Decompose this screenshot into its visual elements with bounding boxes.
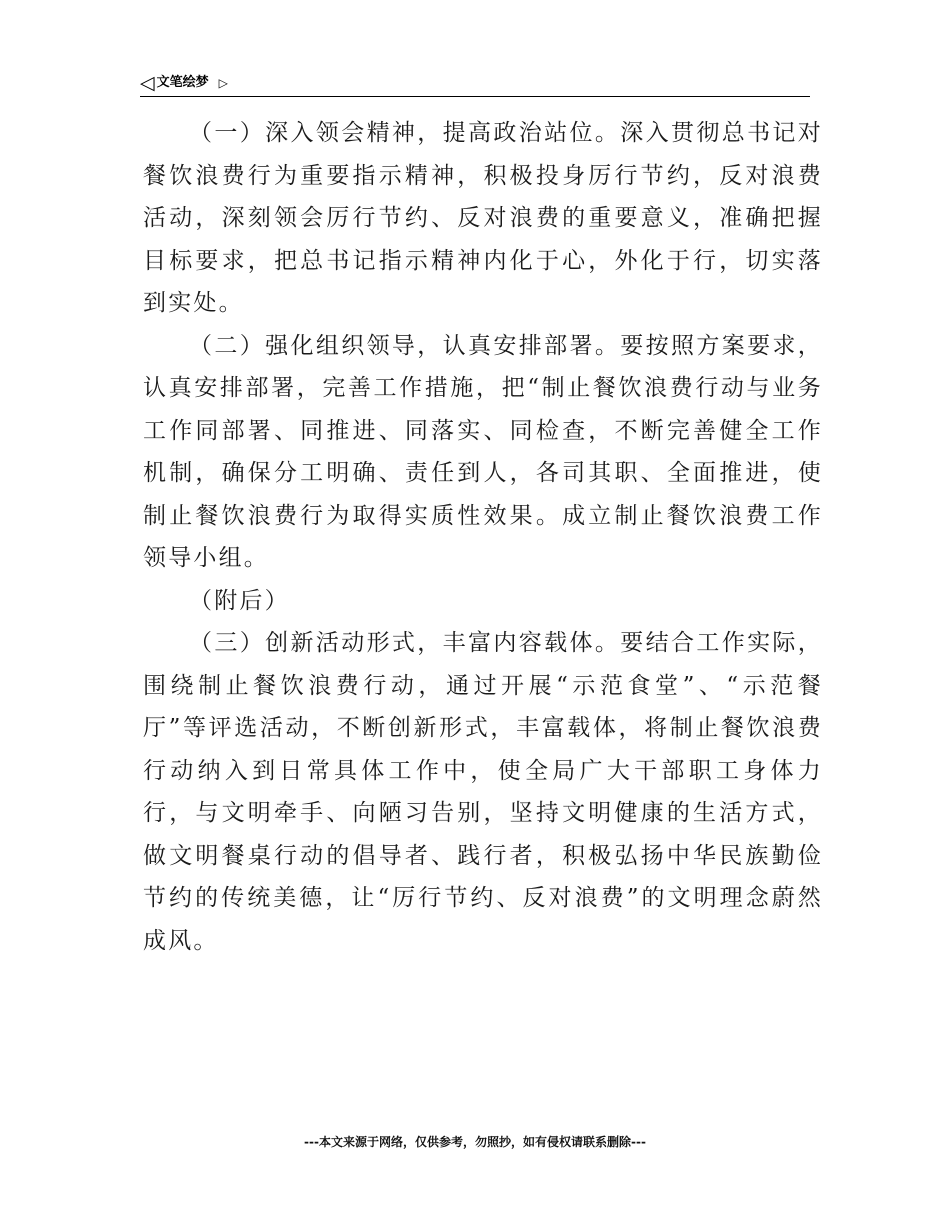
paragraph-appendix-note: （附后）: [189, 587, 290, 614]
right-triangle-icon: ▷: [218, 76, 228, 90]
paragraph-section-1: （一）深入领会精神，提高政治站位。深入贯彻总书记对餐饮浪费行为重要指示精神，积极投身厉行节约，反对浪费活动，深刻领会厉行节约、反对浪费的重要意义，准确把握目标要求，把总书记指示精神内化于心，外化于行，切实落到实处。: [143, 120, 823, 316]
left-triangle-icon: ◁: [140, 72, 155, 94]
paragraph-section-3: （三）创新活动形式，丰富内容载体。要结合工作实际，围绕制止餐饮浪费行动，通过开展“示范食堂”、“示范餐厅”等评选活动，不断创新形式，丰富载体，将制止餐饮浪费行动纳入到日常具体工作中，使全局广大干部职工身体力行，与文明牵手、向陋习告别，坚持文明健康的生活方式，做文明餐桌行动的倡导者、践行者，积极弘扬中华民族勤俭节约的传统美德，让“厉行节约、反对浪费”的文明理念蔚然成风。: [143, 630, 823, 954]
page-header: [140, 70, 810, 97]
document-body: [143, 112, 823, 962]
header-brand: 文笔绘梦: [156, 75, 209, 90]
footer-disclaimer: ---本文来源于网络，仅供参考，勿照抄，如有侵权请联系删除---: [304, 1135, 646, 1149]
paragraph-section-2: （二）强化组织领导，认真安排部署。要按照方案要求，认真安排部署，完善工作措施，把“制止餐饮浪费行动与业务工作同部署、同推进、同落实、同检查，不断完善健全工作机制，确保分工明确、责任到人，各司其职、全面推进，使制止餐饮浪费行为取得实质性效果。成立制止餐饮浪费工作领导小组。: [143, 332, 823, 571]
